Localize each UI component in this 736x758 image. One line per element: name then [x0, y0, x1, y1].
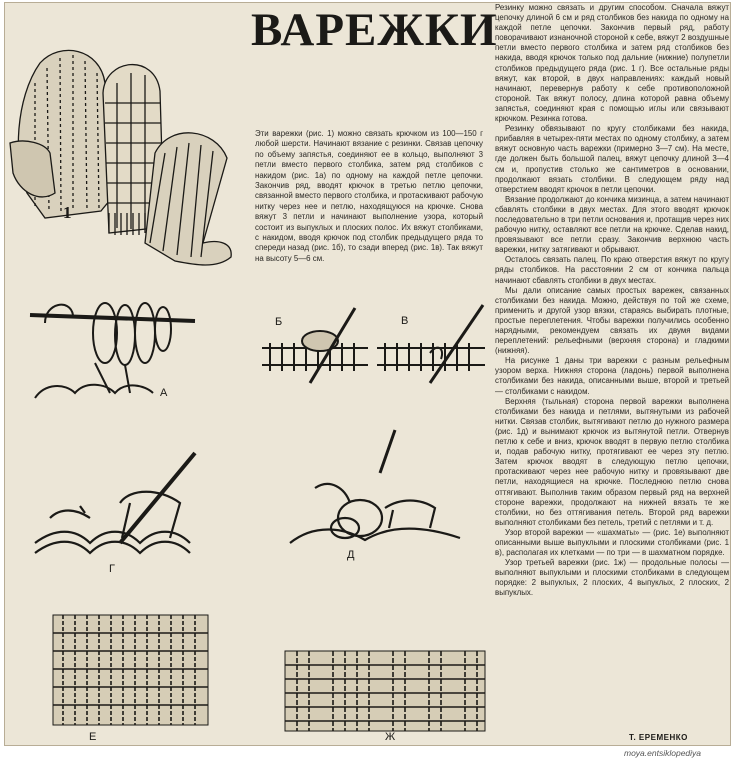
- paragraph-4: Осталось связать палец. По краю отверстия вяжут по кругу ряды столбиков. На расстоянии 2 см от кончика пальца начинают сбавлять столбики в двух местах.: [495, 255, 729, 285]
- figure-label-g: Г: [109, 563, 115, 575]
- author-signature: Т. ЕРЕМЕНКО: [629, 733, 688, 742]
- paragraph-2: Резинку обвязывают по кругу столбиками без накида, прибавляя в четырех-пяти местах по одному столбику, а затем вяжут основную часть варежки (примерно 3—7 см). На месте, где должен быть большой палец, вяжут цепочку длиной 3—4 см и, пропустив столько же сантиметров в основании, продолжают вязать столбики. В следующем ряду над отверстием вводят крючок в петли цепочки.: [495, 124, 729, 194]
- paragraph-1: Резинку можно связать и другим способом. Сначала вяжут цепочку длиной 6 см и ряд столбиков без накида по одному на каждой петле цепочки. Закончив первый ряд, работу поворачивают изнаночной стороной к себе, вяжут 2 воздушные петли вместо первого столбика и затем ряд столбиков без накида, вводя крючок только под дальние (нижние) полупетли столбиков предыдущего ряда (рис. 1 г). Все остальные ряды вяжут, как второй, в двух направлениях: каждый новый начинают, перевернув работу к себе противоположной стороной. Так вяжут полосу, длина которой равна объему запястья, соединяют края с помощью иглы или связывают крючком. Резинка готова.: [495, 3, 729, 124]
- paragraph-6: На рисунке 1 даны три варежки с разным рельефным узором верха. Нижняя сторона (ладонь) первой выполнена столбиками без накида, описанными выше, второй и третьей — столбиками с накидом.: [495, 356, 729, 396]
- figure-label-zh: Ж: [385, 731, 396, 743]
- article-body-column: [495, 3, 729, 599]
- paragraph-9: Узор третьей варежки (рис. 1ж) — продольные полосы — выполняют выпуклыми и плоскими столбиками в следующем порядке: 2 выпуклых, 2 плоских, 4 выпуклых, 2 плоских, 2 выпуклых.: [495, 558, 729, 598]
- figure-d-stitch-diagram: [285, 428, 465, 558]
- figure-e-checker-swatch: [53, 615, 208, 725]
- figure-label-e: Е: [89, 731, 97, 743]
- paragraph-7: Верхняя (тыльная) сторона первой варежки выполнена столбиками без накида и петлями, вытянутыми из рабочей нитки. Связав столбик, вытягивают петлю до нужного размера (рис. 1д) и вынимают крючок из вытянутой петли. Отвернув петлю к себе и вниз, крючок вводят в первую петлю столбика и, подав рабочую нитку, протягивают ее через эту петлю. Затем крючок вводят в следующую петлю цепочки, протаскивают через нее рабочую нитку и провязывают две петли, находящиеся на крючке. Последнюю петлю снова оттягивают. Выполнив таким образом первый ряд на верхней стороне варежки, продолжают на нижней вязать те же столбики, но без оттягивания петель. Второй ряд варежки выполняют столбиками без петель, третий с петлями и т. д.: [495, 396, 729, 527]
- mittens-illustration: [5, 43, 245, 273]
- figure-zh-stripe-swatch: [285, 651, 485, 731]
- figure-label-v: В: [401, 315, 409, 327]
- paragraph-5: Мы дали описание самых простых варежек, связанных столбиками без накида. Можно, действуя по той же схеме, применить и другой узор вязки, стараясь выбирать плотные, простые переплетения. Чтобы варежки получились особенно нарядными, рекомендуем связать их двумя видами переплетений: рельефными (верхняя сторона) и гладкими (нижняя).: [495, 285, 729, 356]
- figure-a-chain-diagram: [25, 293, 200, 413]
- figure-label-b: Б: [275, 316, 283, 328]
- figure-g-stitch-diagram: [30, 448, 215, 568]
- figure-label-a: А: [160, 387, 168, 399]
- newspaper-clipping: [4, 2, 731, 746]
- paragraph-8: Узор второй варежки — «шахматы» — (рис. 1е) выполняют описанными выше выпуклыми и плоскими столбиками (рис. 1 в), располагая их клетками — по три — в шахматном порядке.: [495, 527, 729, 558]
- paragraph-3: Вязание продолжают до кончика мизинца, а затем начинают сбавлять столбики в двух местах. Для этого вводят крючок последовательно в три петли основания и, протащив через них рабочую нитку, оставляют все петли на крючке. Сделав накид, провязывают все петли сразу. Закончив верхнюю часть варежки, нитку затягивают и обрывают.: [495, 194, 729, 255]
- article-intro: Эти варежки (рис. 1) можно связать крючком из 100—150 г любой шерсти. Начинают вязание с резинки. Связав цепочку по объему запястья, соединяют ее в кольцо, выполняют 3 петли вместо первого столбика, затем ряд столбиков с накидом (рис. 1а) по одному на каждой петле цепочки. Закончив ряд, вводят крючок в третью петлю цепочки, связанной вместо первого столбика, и протаскивают рабочую нитку через нее и петлю, находящуюся на крючке. Снова вяжут 3 петли и начинают выполнение узора, который состоит из выпуклых и плоских полос. Их вяжут столбиками, с накидом, вводя крючок под столбик предыдущего ряда то спереди назад (рис. 1б), то сзади вперед (рис. 1в). Так вяжут на высоту 5—6 см.: [255, 129, 483, 263]
- figure-v-stitch-diagram: [375, 303, 487, 393]
- figure-label-d: Д: [347, 549, 355, 561]
- site-watermark: moya.entsiklopediya: [624, 748, 702, 758]
- article-title: ВАРЕЖКИ: [251, 4, 498, 56]
- figure-label-1: 1: [63, 203, 72, 222]
